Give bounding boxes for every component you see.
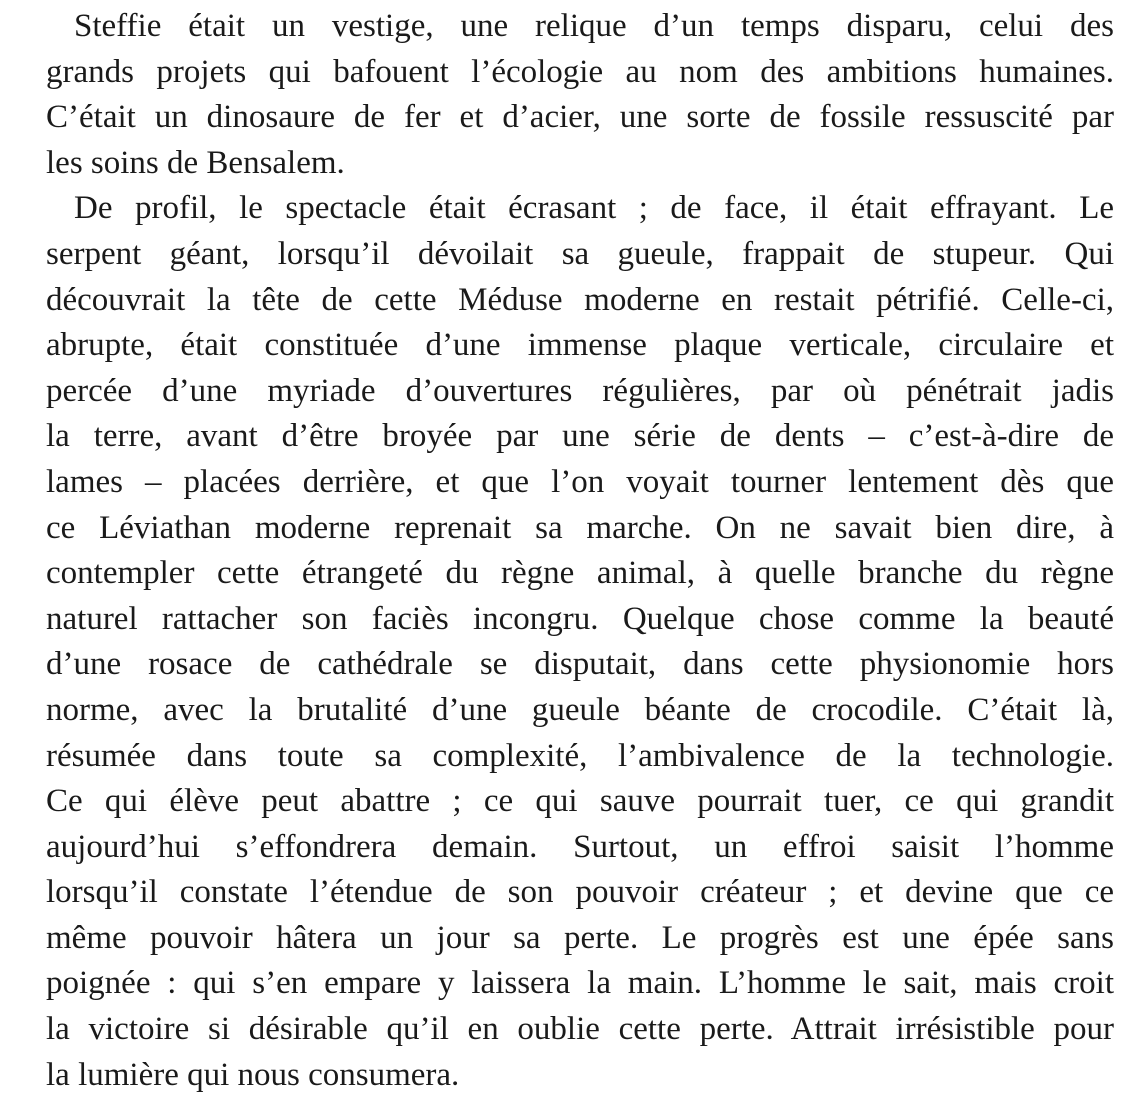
- text-line: percée d’une myriade d’ouvertures régulières, par où pénétrait jadis: [46, 372, 1114, 409]
- text-line: serpent géant, lorsqu’il dévoilait sa gueule, frappait de stupeur. Qui: [46, 235, 1114, 272]
- text-line: grands projets qui bafouent l’écologie au nom des ambitions humaines.: [46, 53, 1114, 90]
- text-line: Ce qui élève peut abattre ; ce qui sauve pourrait tuer, ce qui grandit: [46, 783, 1114, 820]
- text-line: norme, avec la brutalité d’une gueule béante de crocodile. C’était là,: [46, 691, 1114, 728]
- text-line: la victoire si désirable qu’il en oublie cette perte. Attrait irrésistible pour: [46, 1011, 1114, 1048]
- text-line: abrupte, était constituée d’une immense plaque verticale, circulaire et: [46, 327, 1114, 364]
- text-line: même pouvoir hâtera un jour sa perte. Le progrès est une épée sans: [46, 919, 1114, 956]
- page-text: [46, 4, 1114, 1098]
- text-line: lames – placées derrière, et que l’on voyait tourner lentement dès que: [46, 463, 1114, 500]
- text-line: aujourd’hui s’effondrera demain. Surtout, un effroi saisit l’homme: [46, 828, 1114, 865]
- text-line: la lumière qui nous consumera.: [46, 1056, 460, 1093]
- text-line: poignée : qui s’en empare y laissera la main. L’homme le sait, mais croit: [46, 965, 1114, 1002]
- text-line: les soins de Bensalem.: [46, 144, 345, 181]
- text-line: découvrait la tête de cette Méduse moderne en restait pétrifié. Celle-ci,: [46, 281, 1114, 318]
- text-line: d’une rosace de cathédrale se disputait, dans cette physionomie hors: [46, 646, 1114, 683]
- text-line: ce Léviathan moderne reprenait sa marche. On ne savait bien dire, à: [46, 509, 1114, 546]
- text-line: la terre, avant d’être broyée par une série de dents – c’est-à-dire de: [46, 418, 1114, 455]
- paragraph-2: [46, 186, 1114, 1098]
- text-line: Steffie était un vestige, une relique d’un temps disparu, celui des: [74, 8, 1114, 44]
- paragraph-1: [46, 4, 1114, 186]
- text-line: C’était un dinosaure de fer et d’acier, une sorte de fossile ressuscité par: [46, 99, 1114, 136]
- text-line: De profil, le spectacle était écrasant ; de face, il était effrayant. Le: [74, 190, 1114, 227]
- text-line: lorsqu’il constate l’étendue de son pouvoir créateur ; et devine que ce: [46, 874, 1114, 911]
- text-line: contempler cette étrangeté du règne animal, à quelle branche du règne: [46, 555, 1114, 592]
- text-line: naturel rattacher son faciès incongru. Quelque chose comme la beauté: [46, 600, 1114, 637]
- text-line: résumée dans toute sa complexité, l’ambivalence de la technologie.: [46, 737, 1114, 774]
